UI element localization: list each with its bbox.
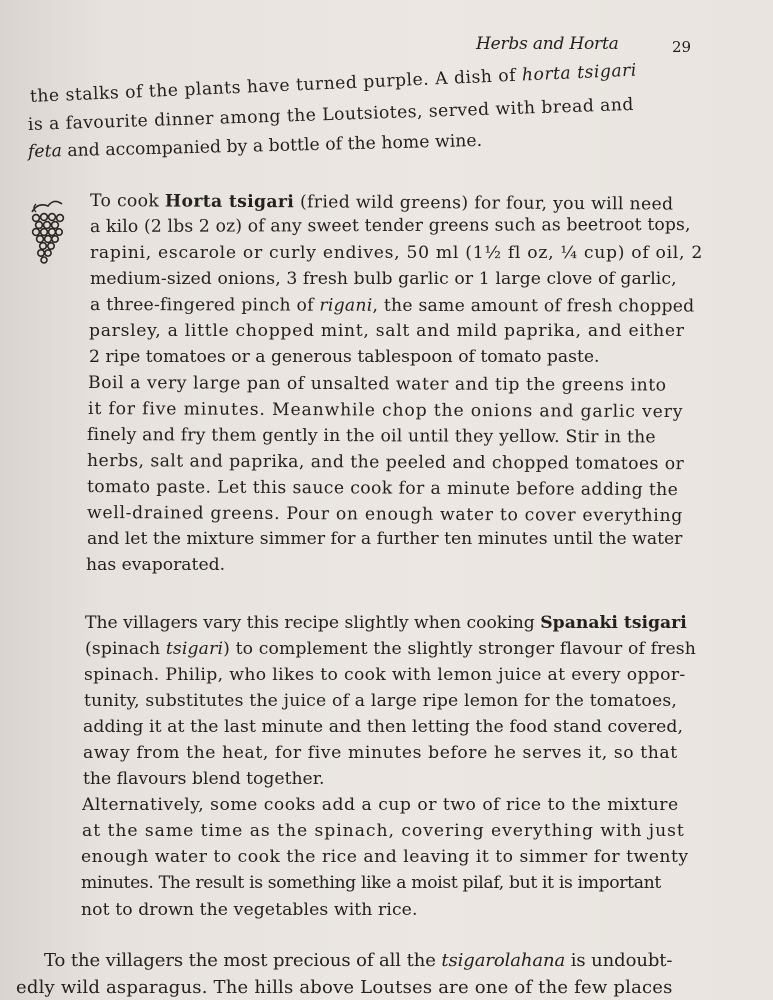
recipe2-line-8: Alternatively, some cooks add a cup or two of rice to the mixture [82, 795, 679, 815]
recipe2-line-12: not to drown the vegetables with rice. [81, 900, 418, 920]
recipe2-line-11: minutes. The result is something like a moist pilaf, but it is important [81, 873, 661, 893]
running-title: Herbs and Horta [476, 34, 619, 54]
recipe1-line-8: Boil a very large pan of unsalted water and tip the greens into [87, 373, 667, 396]
recipe2-line-9: at the same time as the spinach, covering everything with just [82, 821, 685, 841]
recipe1-line-12: tomato paste. Let this sauce cook for a minute before adding the [86, 477, 679, 501]
recipe2-line-6: away from the heat, for five minutes before he serves it, so that [83, 743, 678, 763]
recipe1-line-13: well-drained greens. Pour on enough water to cover everything [86, 503, 684, 527]
recipe1-line-9: it for five minutes. Meanwhile chop the onions and garlic very [87, 399, 684, 423]
recipe1-line-15: has evaporated. [86, 555, 226, 575]
recipe1-line-6: parsley, a little chopped mint, salt and mild paprika, and either [89, 321, 685, 341]
grape-cluster-icon [26, 198, 68, 272]
closing-line-1: To the villagers the most precious of all the tsigarolahana is undoubt- [44, 950, 673, 971]
recipe1-line-3: rapini, escarole or curly endives, 50 ml (1½ fl oz, ¼ cup) of oil, 2 [90, 243, 703, 263]
recipe1-line-1: To cook Horta tsigari (fried wild greens) for four, you will need [89, 191, 674, 215]
recipe2-line-2: (spinach tsigari) to complement the slightly stronger flavour of fresh [85, 639, 696, 659]
closing-line-2: edly wild asparagus. The hills above Loutses are one of the few places [16, 977, 673, 998]
recipe2-line-7: the flavours blend together. [83, 769, 325, 789]
recipe2-line-5: adding it at the last minute and then letting the food stand covered, [83, 717, 684, 737]
recipe1-line-7: 2 ripe tomatoes or a generous tablespoon of tomato paste. [89, 347, 600, 367]
intro-line-2: is a favourite dinner among the Loutsiotes, served with bread and [27, 94, 635, 135]
recipe1-line-10: finely and fry them gently in the oil until they yellow. Stir in the [86, 425, 656, 448]
intro-line-3: feta and accompanied by a bottle of the home wine. [27, 130, 483, 162]
recipe2-line-4: tunity, substitutes the juice of a large ripe lemon for the tomatoes, [84, 691, 678, 711]
recipe1-line-4: medium-sized onions, 3 fresh bulb garlic or 1 large clove of garlic, [90, 269, 677, 289]
page-number: 29 [672, 38, 692, 56]
recipe1-line-2: a kilo (2 lbs 2 oz) of any sweet tender greens such as beetroot tops, [89, 214, 691, 237]
page-header [0, 34, 773, 64]
recipe1-line-14: and let the mixture simmer for a further ten minutes until the water [87, 529, 683, 549]
recipe2-line-1: The villagers vary this recipe slightly when cooking Spanaki tsigari [85, 613, 687, 633]
recipe1-line-11: herbs, salt and paprika, and the peeled and chopped tomatoes or [86, 451, 685, 475]
recipe2-line-10: enough water to cook the rice and leaving it to simmer for twenty [81, 847, 689, 867]
recipe2-line-3: spinach. Philip, who likes to cook with lemon juice at every oppor- [84, 665, 686, 685]
recipe1-line-5: a three-fingered pinch of rigani, the same amount of fresh chopped [89, 295, 695, 317]
intro-line-1: the stalks of the plants have turned purple. A dish of horta tsigari [29, 60, 638, 107]
